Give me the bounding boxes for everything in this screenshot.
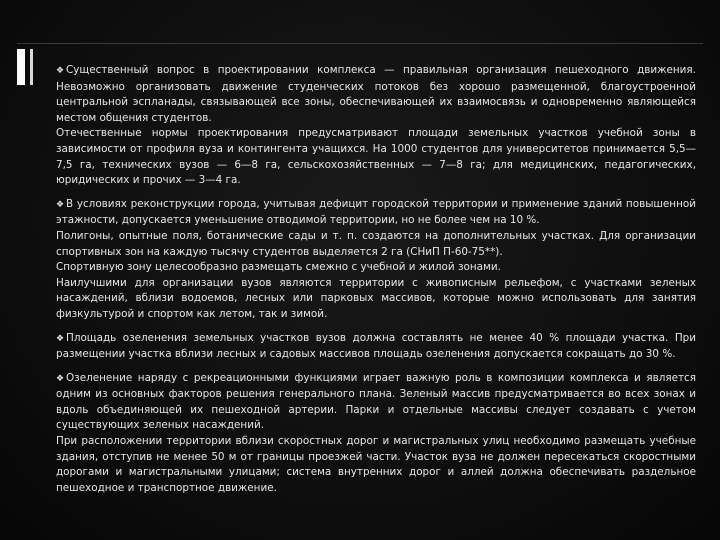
text-line: При расположении территории вблизи скоростных дорог и магистральных улиц необходимо размещать учебные здания, отступив не менее 50 м от границы проезжей части. Участок вуза не должен пересекаться скоростными дорогами и магистральными улицами; система внутренних дорог и аллей должна обеспечивать раздельное пешеходное и транспортное движение. xyxy=(56,435,696,494)
bullet-paragraph xyxy=(56,371,696,497)
diamond-bullet-icon: ❖ xyxy=(56,373,65,384)
text-line: ❖ Озеленение наряду с рекреационными функциями играет важную роль в композиции комплекса и является одним из основных факторов решения генерального плана. Зеленый массив предусматривается во всех зонах и вдоль объединяющей их пешеходной артерии. Парки и отдельные массивы следует создавать с учетом существующих зеленых насаждений. xyxy=(56,371,696,432)
decorative-bar-thin xyxy=(30,49,33,85)
decorative-bar xyxy=(17,49,25,85)
bullet-paragraph xyxy=(56,197,696,323)
text-line: Отечественные нормы проектирования предусматривают площади земельных участков учебной зоны в зависимости от профиля вуза и контингента учащихся. На 1000 студентов для университетов принимается 5,5—7,5 га, технических вузов — 6—8 га, сельскохозяйственных — 7—8 га; для медицинских, педагогических, юридических и прочих — 3—4 га. xyxy=(56,127,696,187)
decorative-line xyxy=(17,43,703,44)
diamond-bullet-icon: ❖ xyxy=(56,66,65,76)
text-line: Полигоны, опытные поля, ботанические сады и т. п. создаются на дополнительных участках. Для организации спортивных зон на каждую тысячу студентов выделяется 2 га (СНиП П-60-75**). xyxy=(56,229,696,258)
diamond-bullet-icon: ❖ xyxy=(56,333,65,344)
slide-body xyxy=(56,63,696,504)
diamond-bullet-icon: ❖ xyxy=(56,199,65,210)
bullet-paragraph xyxy=(56,331,696,363)
bullet-paragraph xyxy=(56,63,696,189)
text-line: ❖ Площадь озеленения земельных участков вузов должна составлять не менее 40 % площади участка. При размещении участка вблизи лесных и садовых массивов площадь озеленения допускается сокращать до 30 %. xyxy=(56,331,696,361)
text-line: Наилучшими для организации вузов являются территории с живописным рельефом, с участками зеленых насаждений, вблизи водоемов, лесных или парковых массивов, которые можно использовать для занятия физкультурой и спортом как летом, так и зимой. xyxy=(56,276,696,320)
text-line: Спортивную зону целесообразно размещать смежно с учебной и жилой зонами. xyxy=(56,261,501,274)
text-line: ❖ Существенный вопрос в проектировании комплекса — правильная организация пешеходного движения. Невозможно организовать движение студенческих потоков без хорошо размещенной, благоустроенной центральной эспланады, связывающей все зоны, обеспечивающей их взаимосвязь и одновременно являющейся местом общения студентов. xyxy=(56,64,696,124)
text-line: ❖ В условиях реконструкции города, учитывая дефицит городской территории и применение зданий повышенной этажности, допускается уменьшение отводимой территории, но не более чем на 10 %. xyxy=(56,197,696,227)
